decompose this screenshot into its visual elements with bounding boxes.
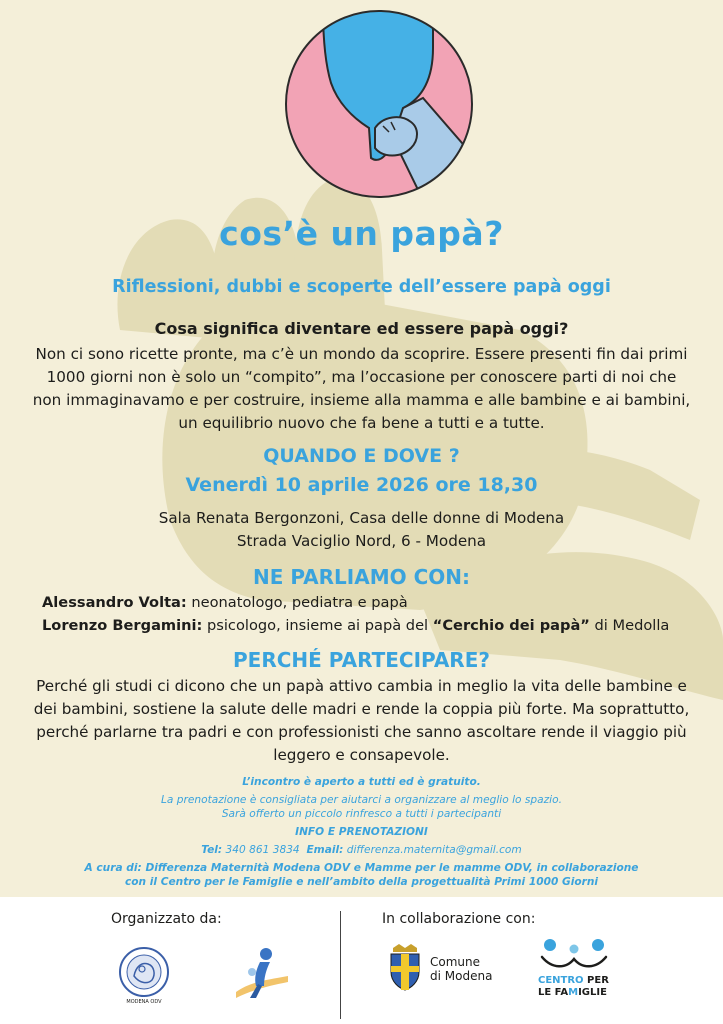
centro-line-1 (538, 975, 609, 987)
credits-text-2: con il Centro per le Famiglie e nell’ambito della progettualità Primi 1000 Giorni (124, 876, 599, 888)
centro-famiglie-name (538, 975, 609, 999)
phone-number[interactable]: 340 861 3834 (222, 844, 300, 856)
per-word: PER (583, 975, 609, 986)
intro-question: Cosa significa diventare ed essere papà oggi? (154, 319, 569, 338)
collaboration-label: In collaborazione con: (382, 911, 536, 927)
place-line-1: Sala Renata Bergonzoni, Casa delle donne di Modena (158, 509, 565, 527)
speaker-group: “Cerchio dei papà” (432, 617, 590, 634)
free-entry-note: L’incontro è aperto a tutti ed è gratuito. (242, 776, 481, 788)
email-label: Email: (306, 844, 344, 856)
credits-label: A cura di: (84, 862, 142, 874)
centro-word: CENTRO (538, 975, 584, 986)
speaker-role-end: di Medolla (589, 617, 670, 634)
mamme-per-le-mamme-logo (112, 942, 176, 1006)
speaker-role: psicologo, insieme ai papà del (202, 617, 433, 634)
contacts-heading: INFO E PRENOTAZIONI (295, 826, 428, 838)
comune-line-1: Comune (430, 955, 481, 969)
why-heading: PERCHÉ PARTECIPARE? (233, 648, 490, 672)
speaker-name: Alessandro Volta: (42, 594, 187, 611)
centro-line-2 (538, 987, 609, 999)
place-line-2: Strada Vaciglio Nord, 6 - Modena (236, 532, 487, 550)
father-hand-holding-baby-hand-icon (283, 8, 475, 200)
famiglie-part-a: LE FA (538, 987, 569, 998)
email-address[interactable]: differenza.maternita@gmail.com (343, 844, 522, 856)
tel-label: Tel: (201, 844, 223, 856)
speaker-name: Lorenzo Bergamini: (42, 617, 203, 634)
modena-coat-of-arms-icon (385, 942, 425, 992)
speaker-row (42, 591, 702, 614)
comune-line-2: di Modena (430, 969, 493, 983)
intro-text: Non ci sono ricette pronte, ma c’è un mondo da scoprire. Essere presenti fin dai primi 1000 giorni non è solo un “compito”, ma l’occasione per conoscere parti di noi che non immaginavamo e per costruire, insieme alla mamma e alle bambine e ai bambini, un equilibrio nuovo che fa bene a tutti e a tutte. (32, 345, 691, 432)
contacts-line (0, 843, 723, 857)
organized-by-label: Organizzato da: (111, 911, 222, 927)
event-date: Venerdì 10 aprile 2026 ore 18,30 (185, 474, 538, 496)
speaker-row (42, 614, 702, 637)
famiglie-part-b: M (568, 987, 579, 998)
speaker-role: neonatologo, pediatra e papà (186, 594, 408, 611)
credits-text-1: Differenza Maternità Modena ODV e Mamme per le mamme ODV, in collaborazione (141, 862, 639, 874)
why-text: Perché gli studi ci dicono che un papà attivo cambia in meglio la vita delle bambine e dei bambini, sostiene la salute delle madri e rende la coppia più forte. Ma soprattutto, perché parlarne tra padri e con professionisti che sanno ascoltare rende il viaggio più leggero e consapevole. (33, 677, 690, 764)
when-heading: QUANDO E DOVE ? (263, 445, 460, 467)
credits-line-1 (0, 861, 723, 875)
snack-note: Sarà offerto un piccolo rinfresco a tutti i partecipanti (221, 808, 502, 820)
footer (0, 897, 723, 1024)
page-subtitle: Riflessioni, dubbi e scoperte dell’essere papà oggi (112, 277, 611, 297)
famiglie-part-c: IGLIE (578, 987, 607, 998)
booking-note: La prenotazione è consigliata per aiutarci a organizzare al meglio lo spazio. (161, 794, 562, 806)
page-title: cos’è un papà? (219, 214, 504, 253)
mamme-logo-text: MODENA ODV (126, 999, 162, 1005)
comune-name (430, 955, 492, 983)
event-place (0, 507, 723, 553)
family-figures-icon (538, 937, 610, 971)
speakers-heading: NE PARLIAMO CON: (252, 565, 470, 589)
speakers-list (42, 591, 702, 637)
footer-divider (340, 911, 341, 1019)
info-block (0, 775, 723, 889)
differenza-maternita-logo (230, 942, 294, 1006)
